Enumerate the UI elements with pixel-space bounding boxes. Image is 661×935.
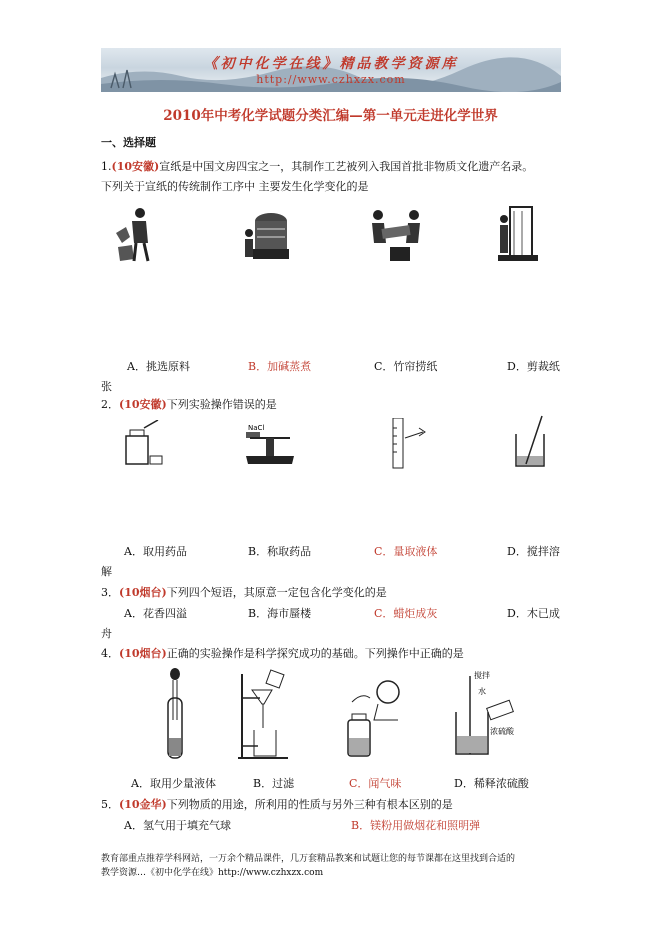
bamboo-screen-image xyxy=(368,203,423,263)
question-text: 下列四个短语，其原意一定包含化学变化的是 xyxy=(166,586,387,599)
question-1-option-a[interactable]: A．挑选原料 xyxy=(127,360,190,373)
banner-title: 《初中化学在线》精品教学资源库 xyxy=(203,56,459,72)
question-text: 下列实验操作错误的是 xyxy=(166,398,277,411)
stir-label: 搅拌 xyxy=(474,671,490,680)
test-tube-dropper-image xyxy=(160,668,190,760)
acid-label: 浓硫酸 xyxy=(490,727,514,736)
footer-line-2[interactable]: 教学资源…《初中化学在线》http://www.czhxzx.com xyxy=(101,868,324,878)
graduated-cylinder-image xyxy=(383,418,433,470)
question-2-option-a[interactable]: A．取用药品 xyxy=(124,545,187,558)
question-1-option-d[interactable]: D．剪裁纸 xyxy=(507,360,560,373)
question-1-option-b[interactable]: B．加碱蒸煮 xyxy=(248,360,312,373)
question-2-option-c[interactable]: C．量取液体 xyxy=(374,545,438,558)
filtration-image xyxy=(232,668,292,760)
question-4-option-c[interactable]: C．闻气味 xyxy=(349,777,402,790)
footer-line-1: 教育部重点推荐学科网站，一万余个精品课件，几万套精品教案和试题让您的每节课都在这里找到合适的 xyxy=(101,854,516,864)
nacl-label: NaCl xyxy=(248,424,265,432)
question-source: (10安徽) xyxy=(119,398,167,411)
question-2-option-d-wrap: 解 xyxy=(101,565,112,578)
question-3-option-a[interactable]: A．花香四溢 xyxy=(124,607,187,620)
question-3-option-b[interactable]: B．海市蜃楼 xyxy=(248,607,312,620)
section-heading: 一、选择题 xyxy=(101,136,156,149)
question-4-line1 xyxy=(101,645,464,661)
question-5-option-b[interactable]: B．镁粉用做烟花和照明弹 xyxy=(351,819,481,832)
question-3-option-d[interactable]: D．木已成 xyxy=(507,607,560,620)
question-source: (10金华) xyxy=(119,798,167,811)
question-3-option-c[interactable]: C．蜡炬成灰 xyxy=(374,607,438,620)
question-source: (10烟台) xyxy=(119,647,167,660)
picking-materials-image xyxy=(112,203,157,263)
banner-url[interactable]: http://www.czhxzx.com xyxy=(256,73,406,86)
question-1-line2: 下列关于宣纸的传统制作工序中 主要发生化学变化的是 xyxy=(101,180,369,193)
page-footer xyxy=(101,852,571,880)
question-2-line1 xyxy=(101,396,277,412)
question-1-option-d-wrap: 张 xyxy=(101,380,112,393)
balance-scale-image xyxy=(242,420,297,468)
question-number: 1. xyxy=(101,160,112,173)
question-1-line1 xyxy=(101,158,533,174)
stirring-beaker-image xyxy=(512,414,552,470)
question-source: (10烟台) xyxy=(119,586,167,599)
header-banner xyxy=(101,48,561,92)
question-1-option-c[interactable]: C．竹帘捞纸 xyxy=(374,360,438,373)
question-5-option-a[interactable]: A．氢气用于填充气球 xyxy=(124,819,231,832)
reagent-bottle-image xyxy=(120,420,165,468)
question-2-option-d[interactable]: D．搅拌溶 xyxy=(507,545,560,558)
question-3-option-d-wrap: 舟 xyxy=(101,627,112,640)
question-text: 下列物质的用途，所利用的性质与另外三种有根本区别的是 xyxy=(166,798,453,811)
question-4-option-d[interactable]: D．稀释浓硫酸 xyxy=(454,777,529,790)
question-source: (10安徽) xyxy=(111,160,160,173)
document-title: 2010年中考化学试题分类汇编—第一单元走进化学世界 xyxy=(163,108,498,124)
question-2-option-b[interactable]: B．称取药品 xyxy=(248,545,312,558)
steaming-pot-image xyxy=(243,203,293,263)
question-number: 3． xyxy=(101,586,119,599)
cutting-paper-image xyxy=(496,203,541,263)
smelling-gas-image xyxy=(344,672,404,760)
question-number: 2． xyxy=(101,398,119,411)
question-number: 5． xyxy=(101,798,119,811)
question-text: 宣纸是中国文房四宝之一，其制作工艺被列入我国首批非物质文化遗产名录。 xyxy=(159,160,534,173)
question-5-line1 xyxy=(101,796,453,812)
question-3-line1 xyxy=(101,584,387,600)
diluting-acid-image xyxy=(448,668,518,758)
question-4-option-a[interactable]: A．取用少量液体 xyxy=(131,777,216,790)
water-label: 水 xyxy=(478,687,486,696)
question-text: 正确的实验操作是科学探究成功的基础。下列操作中正确的是 xyxy=(166,647,464,660)
question-4-option-b[interactable]: B．过滤 xyxy=(253,777,295,790)
question-number: 4． xyxy=(101,647,119,660)
